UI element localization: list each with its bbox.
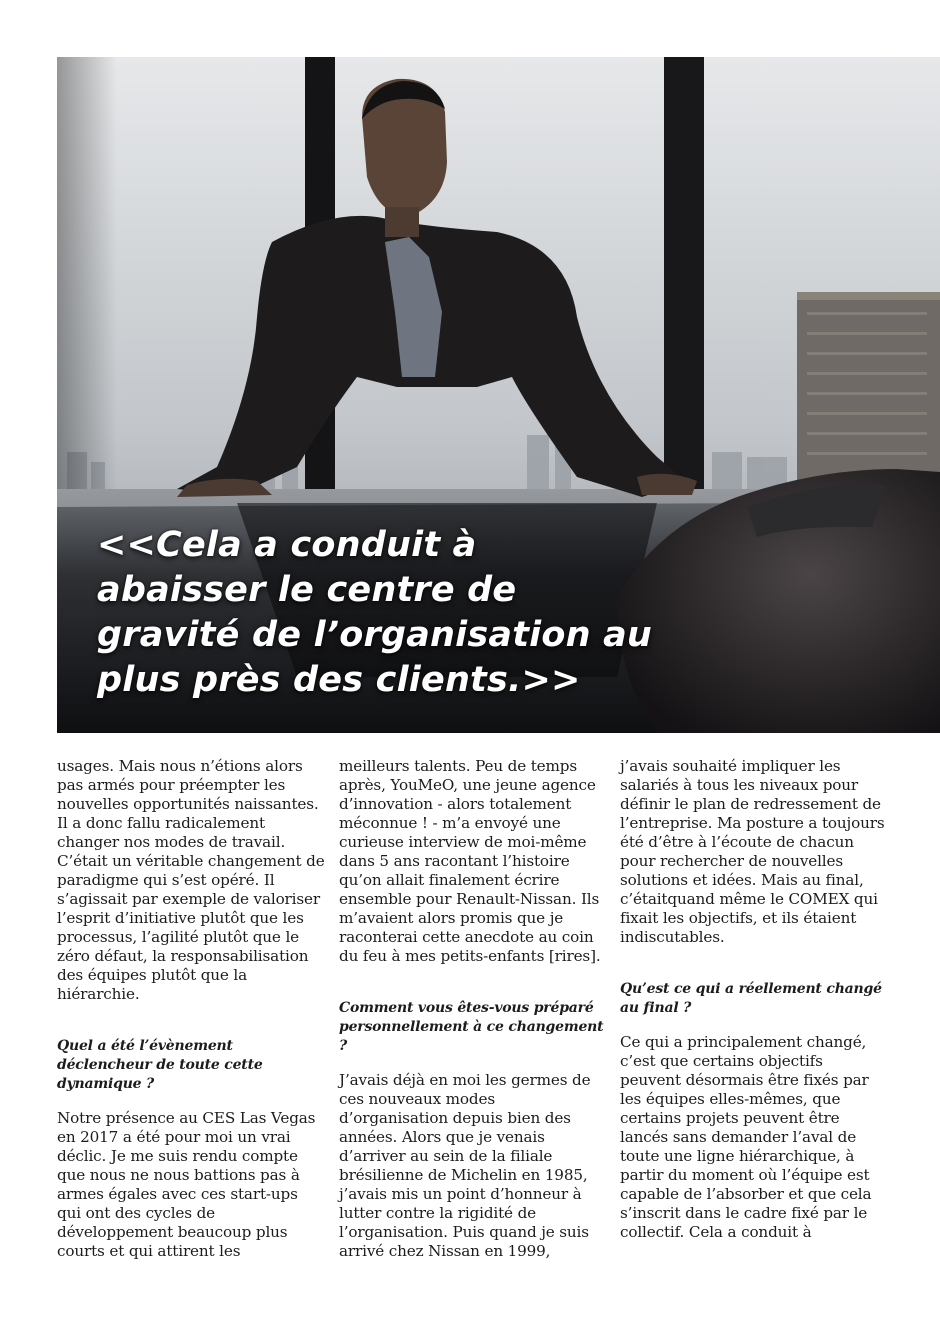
pull-quote: <<Cela a conduit à abaisser le centre de gravité de l’organisation au plus près des clients.>> — [97, 525, 653, 700]
interview-question: Comment vous êtes-vous préparé personnellement à ce changement ? — [339, 1000, 604, 1054]
article-column-3 — [620, 757, 888, 1242]
paragraph: meilleurs talents. Peu de temps après, YouMeO, une jeune agence d’innovation - alors totalement méconnue ! - m’a envoyé une curieuse interview de moi-même dans 5 ans racontant l’histoire qu’on allait finalement écrire ensemble pour Renault-Nissan. Ils m’avaient alors promis que je raconterai cette anecdote au coin du feu à mes petits-enfants [rires]. — [339, 757, 601, 965]
interview-question: Quel a été l’évènement déclencheur de toute cette dynamique ? — [57, 1038, 263, 1092]
paragraph: usages. Mais nous n’étions alors pas armés pour préempter les nouvelles opportunités naissantes. Il a donc fallu radicalement changer nos modes de travail. C’était un véritable changement de paradigme qui s’est opéré. Il s’agissait par exemple de valoriser l’esprit d’initiative plutôt que les processus, l’agilité plutôt que le zéro défaut, la responsabilisation des équipes plutôt que la hiérarchie. — [57, 757, 325, 1003]
article-column-1 — [57, 757, 325, 1261]
paragraph: Notre présence au CES Las Vegas en 2017 a été pour moi un vrai déclic. Je me suis rendu compte que nous ne nous battions pas à armes égales avec ces start-ups qui ont des cycles de développement beaucoup plus courts et qui attirent les — [57, 1109, 316, 1260]
paragraph: J’avais déjà en moi les germes de ces nouveaux modes d’organisation depuis bien des années. Alors que je venais d’arriver au sein de la filiale brésilienne de Michelin en 1985, j’avais mis un point d’honneur à lutter contre la rigidité de l’organisation. Puis quand je suis arrivé chez Nissan en 1999, — [339, 1071, 591, 1260]
interview-question: Qu’est ce qui a réellement changé au final ? — [620, 981, 882, 1016]
paragraph: j’avais souhaité impliquer les salariés à tous les niveaux pour définir le plan de redressement de l’entreprise. Ma posture a toujours été d’être à l’écoute de chacun pour rechercher de nouvelles solutions et idées. Mais au final, c’étaitquand même le COMEX qui fixait les objectifs, et ils étaient indiscutables. — [620, 757, 885, 946]
hero-photo — [57, 57, 940, 733]
article-column-2 — [339, 757, 607, 1261]
paragraph: Ce qui a principalement changé, c’est que certains objectifs peuvent désormais être fixés par les équipes elles-mêmes, que certains projets peuvent être lancés sans demander l’aval de toute une ligne hiérarchique, à partir du moment où l’équipe est capable de l’absorber et que cela s’inscrit dans le cadre fixé par le collectif. Cela a conduit à — [620, 1033, 872, 1241]
